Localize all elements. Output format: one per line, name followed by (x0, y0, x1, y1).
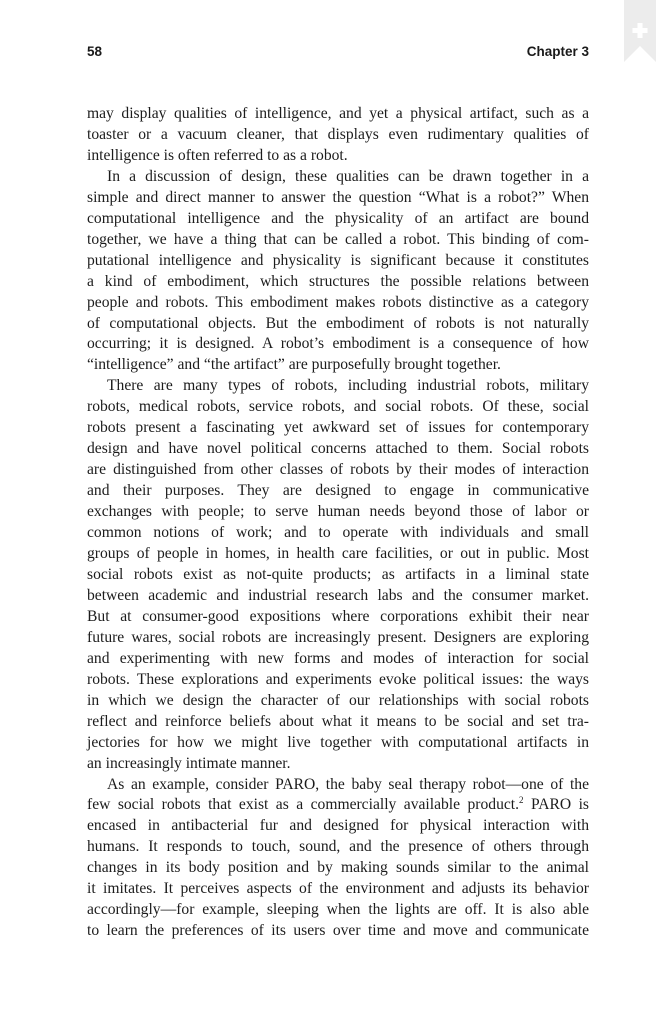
text-segment: PARO is (523, 796, 589, 814)
text-line: computational intelligence and the physicality of an artifact are bound (87, 209, 589, 227)
text-line: toaster or a vacuum cleaner, that displays even rudimentary qualities of (87, 125, 589, 143)
text-line: intelligence is often referred to as a robot. (87, 146, 348, 164)
text-line: robots. These explorations and experiments evoke political issues: the ways (87, 670, 589, 688)
footnote-marker[interactable]: 2 (519, 795, 524, 806)
text-line: a kind of embodiment, which structures the possible relations between (87, 272, 589, 290)
text-line: But at consumer-good expositions where corporations exhibit their near (87, 607, 589, 625)
text-line: in which we design the character of our relationships with social robots (87, 691, 589, 709)
text-line: design and have novel political concerns attached to them. Social robots (87, 440, 589, 458)
text-line: together, we have a thing that can be called a robot. This binding of com- (87, 230, 589, 248)
text-line: There are many types of robots, including industrial robots, military (107, 377, 589, 395)
text-line: it imitates. It perceives aspects of the environment and adjusts its behavior (87, 880, 589, 898)
text-line: common notions of work; and to operate with individuals and small (87, 524, 589, 542)
text-line-with-footnote (87, 795, 589, 816)
text-line: and their purposes. They are designed to engage in communicative (87, 482, 589, 500)
text-line: an increasingly intimate manner. (87, 754, 291, 772)
text-line: may display qualities of intelligence, and yet a physical artifact, such as a (87, 105, 589, 122)
text-line: future wares, social robots are increasingly present. Designers are exploring (87, 628, 589, 646)
text-line: accordingly—for example, sleeping when the lights are off. It is also able (87, 901, 589, 919)
text-line: In a discussion of design, these qualities can be drawn together in a (107, 167, 589, 185)
text-line: robots, medical robots, service robots, and social robots. Of these, social (87, 398, 589, 416)
text-line: occurring; it is designed. A robot’s embodiment is a consequence of how (87, 335, 589, 353)
text-line: simple and direct manner to answer the question “What is a robot?” When (87, 188, 589, 206)
text-line: people and robots. This embodiment makes robots distinctive as a category (87, 293, 589, 311)
paragraph-1 (87, 104, 589, 167)
text-line: “intelligence” and “the artifact” are purposefully brought together. (87, 356, 501, 374)
paragraph-3 (87, 376, 589, 774)
body-text (87, 104, 589, 942)
text-segment: few social robots that exist as a commercially available product. (87, 796, 520, 814)
text-line: social robots exist as not-quite products; as artifacts in a liminal state (87, 565, 589, 583)
bookmark-add-icon (624, 0, 656, 62)
text-line: reflect and reinforce beliefs about what it means to be social and set tra- (87, 712, 589, 730)
text-line: jectories for how we might live together with computational artifacts in (87, 733, 589, 751)
bookmark-add-button[interactable] (624, 0, 656, 62)
text-line: humans. It responds to touch, sound, and the presence of others through (87, 838, 589, 856)
text-line: between academic and industrial research labs and the consumer market. (87, 586, 589, 604)
paragraph-2 (87, 167, 589, 377)
text-line: and experimenting with new forms and modes of interaction for social (87, 649, 589, 667)
text-line: encased in antibacterial fur and designed for physical interaction with (87, 817, 589, 835)
text-line: putational intelligence and physicality is significant because it constitutes (87, 251, 589, 269)
chapter-label: Chapter 3 (526, 44, 589, 59)
text-line: robots present a fascinating yet awkward set of issues for contemporary (87, 419, 589, 437)
text-line: groups of people in homes, in health care facilities, or out in public. Most (87, 545, 589, 563)
text-line: to learn the preferences of its users over time and move and communicate (87, 922, 589, 940)
paragraph-4 (87, 775, 589, 943)
text-line: exchanges with people; to serve human needs beyond those of labor or (87, 503, 589, 521)
text-line: changes in its body position and by making sounds similar to the animal (87, 859, 589, 877)
running-header (87, 44, 589, 64)
page-number: 58 (87, 44, 103, 59)
text-line: As an example, consider PARO, the baby seal therapy robot—one of the (107, 775, 589, 793)
text-line: of computational objects. But the embodiment of robots is not naturally (87, 314, 589, 332)
text-line: are distinguished from other classes of robots by their modes of interaction (87, 461, 589, 479)
